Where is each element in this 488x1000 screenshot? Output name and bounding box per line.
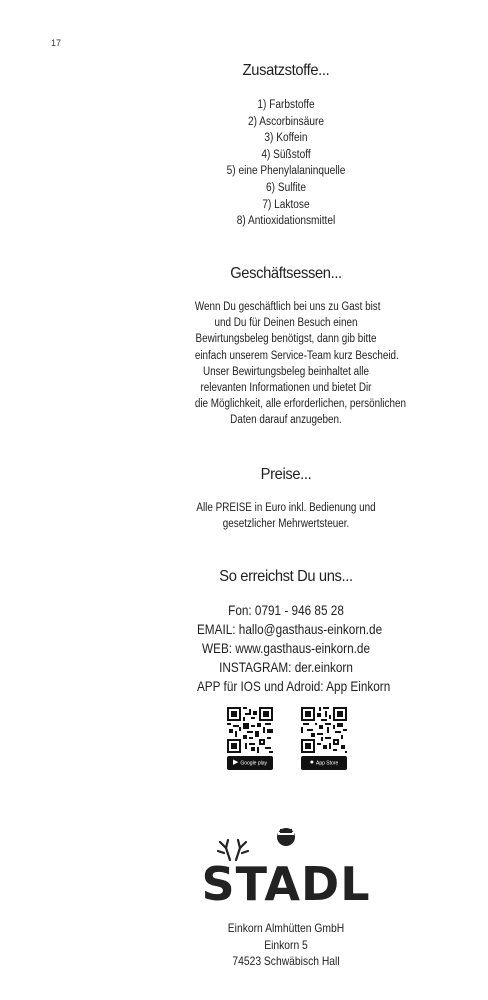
contact-heading: So erreichst Du uns... (219, 568, 353, 585)
prices-text (195, 500, 377, 532)
apple-icon: ● (309, 759, 314, 766)
business-line: die Möglichkeit, alle erforderlichen, persönlichen (194, 398, 406, 411)
stadl-logo (201, 824, 371, 911)
business-line: und Du für Deinen Besuch einen (214, 317, 358, 330)
contact-email[interactable]: EMAIL: hallo@gasthaus-einkorn.de (196, 621, 383, 637)
google-play-qr-block[interactable] (227, 707, 273, 770)
business-line: Unser Bewirtungsbeleg beinhaltet alle (202, 365, 370, 378)
google-play-icon: ▶ (232, 759, 239, 766)
business-line: Wenn Du geschäftlich bei uns zu Gast bist (194, 301, 381, 313)
business-line: einfach unserem Service-Team kurz Bescheid. (194, 349, 399, 362)
additive-item: 4) Süßstoff (261, 148, 311, 161)
additives-list (193, 97, 380, 230)
contact-app: APP für IOS und Adroid: App Einkorn (196, 678, 391, 694)
prices-line: Alle PREISE in Euro inkl. Bedienung und (196, 502, 376, 514)
contact-phone[interactable]: Fon: 0791 - 946 85 28 (228, 602, 344, 618)
prices-line: gesetzlicher Mehrwertsteuer. (222, 518, 350, 531)
additive-item: 7) Laktose (262, 198, 310, 211)
footer-street: Einkorn 5 (264, 937, 308, 952)
app-store-badge[interactable] (301, 756, 347, 770)
business-line: Bewirtungsbeleg benötigst, dann gib bitte (195, 333, 377, 346)
business-line: relevanten Informationen und bietet Dir (200, 382, 372, 395)
contact-web[interactable]: WEB: www.gasthaus-einkorn.de (201, 640, 370, 656)
contact-instagram[interactable]: INSTAGRAM: der.einkorn (219, 659, 353, 675)
business-text (194, 299, 406, 429)
additive-item: 3) Koffein (264, 132, 308, 145)
footer-city: 74523 Schwäbisch Hall (232, 954, 340, 968)
additive-item: 2) Ascorbinsäure (248, 115, 324, 128)
additive-item: 6) Sulfite (266, 181, 306, 194)
business-line: Daten darauf anzugeben. (230, 414, 342, 427)
additive-item: 8) Antioxidationsmittel (236, 215, 336, 228)
page-number: 17 (51, 38, 62, 48)
additive-item: 5) eine Phenylalaninquelle (226, 165, 346, 178)
prices-heading: Preise... (260, 466, 312, 483)
contact-list (196, 601, 391, 696)
google-play-qr-code[interactable] (227, 707, 273, 753)
google-play-badge[interactable] (227, 756, 273, 770)
footer-company: Einkorn Almhütten GmbH (227, 921, 345, 935)
footer-address (195, 920, 377, 970)
app-store-qr-block[interactable] (301, 707, 347, 770)
app-store-qr-code[interactable] (301, 707, 347, 753)
stadl-logo-text: STADL (201, 857, 371, 911)
app-store-label: App Store (315, 760, 339, 767)
business-heading: Geschäftsessen... (230, 265, 342, 282)
additive-item: 1) Farbstoffe (257, 99, 315, 111)
google-play-label: Google play (240, 760, 268, 767)
additives-heading: Zusatzstoffe... (242, 62, 330, 79)
